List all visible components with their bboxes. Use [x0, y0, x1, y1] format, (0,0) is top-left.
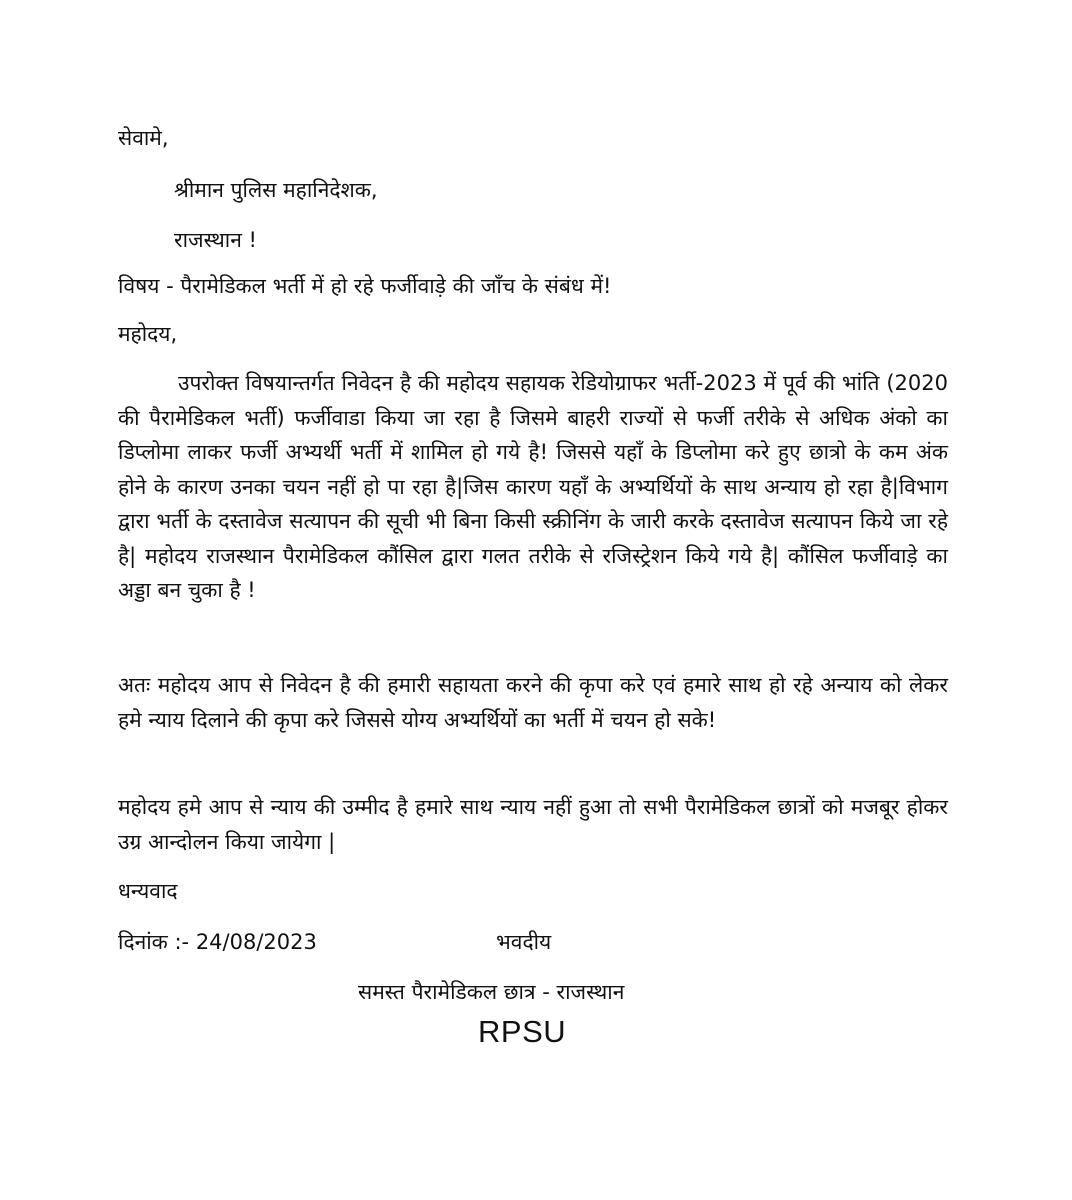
- date-line: दिनांक :- 24/08/2023: [118, 930, 317, 954]
- recipient-title: श्रीमान पुलिस महानिदेशक,: [174, 178, 378, 202]
- body-paragraph-1: उपरोक्त विषयान्तर्गत निवेदन है की महोदय सहायक रेडियोग्राफर भर्ती-2023 में पूर्व की भांति (2020 की पैरामेडिकल भर्ती) फर्जीवाडा किया जा रहा है जिसमे बाहरी राज्यों से फर्जी तरीके से अधिक अंको का डिप्लोमा लाकर फर्जी अभ्यर्थी भर्ती में शामिल हो गये है! जिससे यहाँ के डिप्लोमा करे हुए छात्रो के कम अंक होने के कारण उनका चयन नहीं हो पा रहा है|जिस कारण यहाँ के अभ्यर्थियों के साथ अन्याय हो रहा है|विभाग द्वारा भर्ती के दस्तावेज सत्यापन की सूची भी बिना किसी स्क्रीनिंग के जारी करके दस्तावेज सत्यापन किये जा रहे है| महोदय राजस्थान पैरामेडिकल कौंसिल द्वारा गलत तरीके से रजिस्ट्रेशन किये गये है| कौंसिल फर्जीवाड़े का अड्डा बन चुका है !: [118, 371, 948, 602]
- greeting: महोदय,: [118, 322, 178, 346]
- subject-line: विषय - पैरामेडिकल भर्ती में हो रहे फर्जीवाड़े की जाँच के संबंध में!: [118, 274, 612, 298]
- body-paragraph-3: महोदय हमे आप से न्याय की उम्मीद है हमारे साथ न्याय नहीं हुआ तो सभी पैरामेडिकल छात्रों को मजबूर होकर उग्र आन्दोलन किया जायेगा |: [118, 795, 948, 854]
- salutation-to: सेवामे,: [118, 126, 169, 150]
- organization-name: RPSU: [478, 1014, 567, 1049]
- sender-line: समस्त पैरामेडिकल छात्र - राजस्थान: [358, 980, 625, 1004]
- closing: धन्यवाद: [118, 879, 178, 903]
- yours-faithfully: भवदीय: [496, 930, 552, 954]
- recipient-place: राजस्थान !: [174, 228, 257, 252]
- body-paragraph-2: अतः महोदय आप से निवेदन है की हमारी सहायता करने की कृपा करे एवं हमारे साथ हो रहे अन्याय को लेकर हमे न्याय दिलाने की कृपा करे जिससे योग्य अभ्यर्थियों का भर्ती में चयन हो सके!: [118, 673, 948, 732]
